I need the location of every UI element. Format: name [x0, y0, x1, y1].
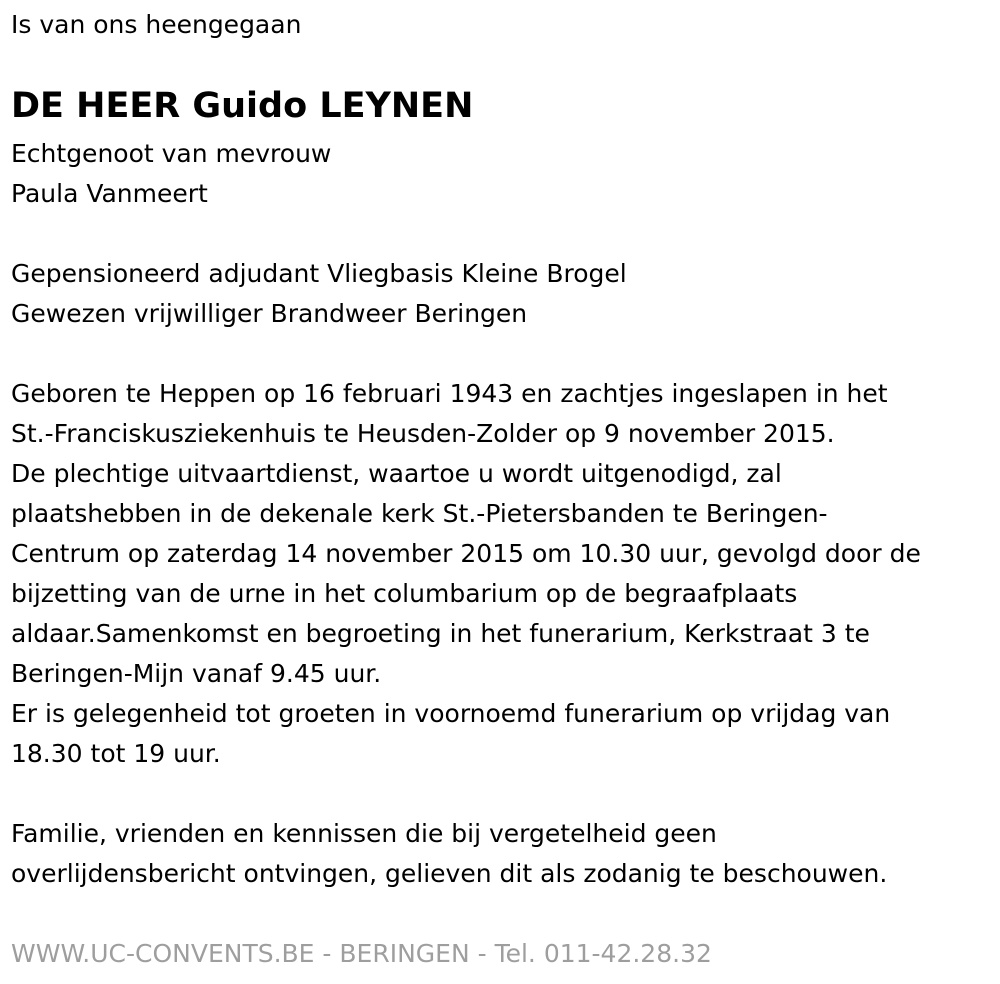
career-line: Gewezen vrijwilliger Brandweer Beringen	[11, 299, 528, 328]
details-line: Er is gelegenheid tot groeten in voornoemd funerarium op vrijdag van	[11, 699, 891, 728]
spouse-line: Paula Vanmeert	[11, 179, 208, 208]
funeral-details-block	[11, 374, 921, 774]
intro-text: Is van ons heengegaan	[11, 10, 302, 39]
details-line: aldaar.Samenkomst en begroeting in het funerarium, Kerkstraat 3 te	[11, 619, 870, 648]
spouse-block	[11, 134, 331, 214]
family-note-line: Familie, vrienden en kennissen die bij vergetelheid geen	[11, 819, 717, 848]
details-line: Centrum op zaterdag 14 november 2015 om 10.30 uur, gevolgd door de	[11, 539, 921, 568]
details-line: Beringen-Mijn vanaf 9.45 uur.	[11, 659, 382, 688]
deceased-name: DE HEER Guido LEYNEN	[11, 86, 474, 126]
family-note-block	[11, 814, 887, 894]
family-note-line: overlijdensbericht ontvingen, gelieven dit als zodanig te beschouwen.	[11, 859, 888, 888]
career-line: Gepensioneerd adjudant Vliegbasis Kleine Brogel	[11, 259, 627, 288]
details-line: Geboren te Heppen op 16 februari 1943 en zachtjes ingeslapen in het	[11, 379, 888, 408]
details-line: 18.30 tot 19 uur.	[11, 739, 221, 768]
details-line: De plechtige uitvaartdienst, waartoe u wordt uitgenodigd, zal	[11, 459, 782, 488]
spouse-line: Echtgenoot van mevrouw	[11, 139, 332, 168]
career-block	[11, 254, 627, 334]
details-line: St.-Franciskusziekenhuis te Heusden-Zolder op 9 november 2015.	[11, 419, 835, 448]
details-line: bijzetting van de urne in het columbarium op de begraafplaats	[11, 579, 798, 608]
footer-contact: WWW.UC-CONVENTS.BE - BERINGEN - Tel. 011-42.28.32	[11, 939, 712, 968]
details-line: plaatshebben in de dekenale kerk St.-Pietersbanden te Beringen-	[11, 499, 828, 528]
